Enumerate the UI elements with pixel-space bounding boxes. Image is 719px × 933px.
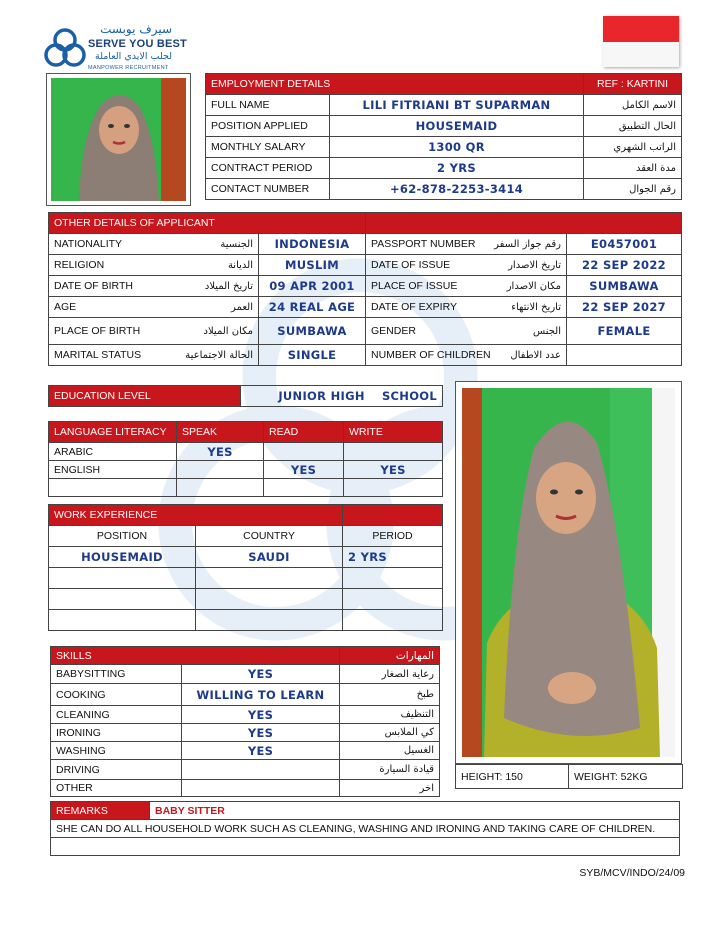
logo-name: SERVE YOU BEST bbox=[88, 38, 187, 50]
skill-label: OTHER bbox=[51, 780, 182, 797]
logo-arabic-tagline: لجلب الايدي العاملة bbox=[94, 51, 172, 62]
speak-value bbox=[177, 461, 264, 479]
logo-icon bbox=[44, 26, 86, 70]
gender-value: FEMALE bbox=[567, 318, 682, 345]
place-of-issue-label: PLACE OF ISSUE bbox=[371, 280, 458, 292]
table-row bbox=[51, 724, 440, 742]
read-header: READ bbox=[264, 422, 344, 443]
contact-label: CONTACT NUMBER bbox=[206, 179, 330, 200]
table-row bbox=[49, 479, 443, 497]
table-row bbox=[49, 255, 682, 276]
place-of-issue-arabic: مكان الاصدار bbox=[506, 280, 561, 292]
salary-label: MONTHLY SALARY bbox=[206, 137, 330, 158]
table-row bbox=[49, 345, 682, 366]
passport-label: PASSPORT NUMBER bbox=[371, 238, 476, 250]
language-name: ENGLISH bbox=[49, 461, 177, 479]
age-label: AGE bbox=[54, 301, 77, 313]
date-of-issue-arabic: تاريخ الاصدار bbox=[508, 259, 561, 271]
position-arabic: الحال التطبيق bbox=[584, 116, 682, 137]
logo-arabic-name: سيرف يوبست bbox=[100, 22, 172, 36]
children-label: NUMBER OF CHILDREN bbox=[371, 349, 491, 361]
nationality-arabic: الجنسية bbox=[220, 238, 253, 250]
skill-value: YES bbox=[182, 742, 340, 760]
table-row bbox=[51, 706, 440, 724]
gender-label: GENDER bbox=[371, 325, 416, 337]
employment-header: EMPLOYMENT DETAILS bbox=[206, 74, 584, 95]
marital-status-value: SINGLE bbox=[259, 345, 366, 366]
table-row bbox=[51, 665, 440, 684]
date-of-expiry-value: 22 SEP 2027 bbox=[567, 297, 682, 318]
date-of-issue-label: DATE OF ISSUE bbox=[371, 259, 451, 271]
position-value: HOUSEMAID bbox=[330, 116, 584, 137]
skill-arabic: اخر bbox=[340, 780, 440, 797]
table-row bbox=[206, 158, 682, 179]
skill-arabic: التنظيف bbox=[340, 706, 440, 724]
gender-arabic: الجنس bbox=[532, 325, 561, 337]
period-column: PERIOD bbox=[343, 526, 443, 547]
contract-label: CONTRACT PERIOD bbox=[206, 158, 330, 179]
table-row bbox=[51, 760, 440, 780]
dob-label: DATE OF BIRTH bbox=[54, 280, 133, 292]
religion-value: MUSLIM bbox=[259, 255, 366, 276]
skill-arabic: كي الملابس bbox=[340, 724, 440, 742]
read-value bbox=[264, 479, 344, 497]
write-value bbox=[344, 443, 443, 461]
table-row bbox=[49, 276, 682, 297]
skills-header: SKILLS bbox=[51, 647, 340, 665]
skill-arabic: الغسيل bbox=[340, 742, 440, 760]
skill-label: WASHING bbox=[51, 742, 182, 760]
table-row bbox=[206, 116, 682, 137]
write-header: WRITE bbox=[344, 422, 443, 443]
position-column: POSITION bbox=[49, 526, 196, 547]
children-arabic: عدد الاطفال bbox=[510, 349, 561, 361]
contract-value: 2 YRS bbox=[330, 158, 584, 179]
skills-table bbox=[50, 646, 440, 797]
skills-header-arabic: المهارات bbox=[340, 647, 440, 665]
date-of-expiry-arabic: تاريخ الانتهاء bbox=[511, 301, 561, 313]
work-period-value: 2 YRS bbox=[343, 547, 443, 568]
table-row bbox=[49, 443, 443, 461]
skill-label: COOKING bbox=[51, 684, 182, 706]
table-row bbox=[206, 95, 682, 116]
full-name-arabic: الاسم الكامل bbox=[584, 95, 682, 116]
skill-label: CLEANING bbox=[51, 706, 182, 724]
skill-value bbox=[182, 760, 340, 780]
speak-value: YES bbox=[177, 443, 264, 461]
write-value bbox=[344, 479, 443, 497]
skill-value: YES bbox=[182, 724, 340, 742]
skill-label: DRIVING bbox=[51, 760, 182, 780]
applicant-photo-small bbox=[46, 73, 191, 206]
passport-arabic: رقم جواز السفر bbox=[494, 238, 561, 250]
speak-header: SPEAK bbox=[177, 422, 264, 443]
language-table bbox=[48, 421, 443, 497]
place-of-issue-value: SUMBAWA bbox=[567, 276, 682, 297]
language-name: ARABIC bbox=[49, 443, 177, 461]
children-value bbox=[567, 345, 682, 366]
dob-arabic: تاريخ الميلاد bbox=[204, 280, 253, 292]
religion-label: RELIGION bbox=[54, 259, 105, 271]
logo-tagline: MANPOWER RECRUITMENT bbox=[88, 65, 169, 71]
table-row bbox=[206, 137, 682, 158]
salary-arabic: الراتب الشهري bbox=[584, 137, 682, 158]
full-name-label: FULL NAME bbox=[206, 95, 330, 116]
skill-arabic: رعاية الصغار bbox=[340, 665, 440, 684]
age-value: 24 REAL AGE bbox=[259, 297, 366, 318]
place-of-birth-arabic: مكان الميلاد bbox=[203, 325, 253, 337]
full-name-value: LILI FITRIANI BT SUPARMAN bbox=[330, 95, 584, 116]
remarks-label: REMARKS bbox=[51, 802, 150, 820]
education-table bbox=[48, 385, 443, 407]
country-column: COUNTRY bbox=[196, 526, 343, 547]
language-header: LANGUAGE LITERACY bbox=[49, 422, 177, 443]
table-row bbox=[49, 234, 682, 255]
indonesia-flag bbox=[603, 16, 679, 67]
contact-value: +62-878-2253-3414 bbox=[330, 179, 584, 200]
table-row bbox=[51, 742, 440, 760]
applicant-photo-large bbox=[455, 381, 682, 764]
nationality-label: NATIONALITY bbox=[54, 238, 123, 250]
education-value: JUNIOR HIGH SCHOOL bbox=[241, 386, 443, 407]
document-reference: SYB/MCV/INDO/24/09 bbox=[579, 867, 685, 879]
language-name bbox=[49, 479, 177, 497]
salary-value: 1300 QR bbox=[330, 137, 584, 158]
contact-arabic: رقم الجوال bbox=[584, 179, 682, 200]
position-label: POSITION APPLIED bbox=[206, 116, 330, 137]
remarks-title: BABY SITTER bbox=[150, 802, 680, 820]
read-value bbox=[264, 443, 344, 461]
nationality-value: INDONESIA bbox=[259, 234, 366, 255]
place-of-birth-value: SUMBAWA bbox=[259, 318, 366, 345]
work-position-value: HOUSEMAID bbox=[49, 547, 196, 568]
remarks-table bbox=[50, 801, 680, 856]
employment-details-table bbox=[205, 73, 682, 200]
read-value: YES bbox=[264, 461, 344, 479]
skill-value bbox=[182, 780, 340, 797]
passport-value: E0457001 bbox=[567, 234, 682, 255]
applicant-portrait-icon bbox=[51, 78, 186, 201]
work-country-value: SAUDI bbox=[196, 547, 343, 568]
speak-value bbox=[177, 479, 264, 497]
date-of-issue-value: 22 SEP 2022 bbox=[567, 255, 682, 276]
table-row bbox=[49, 589, 443, 610]
table-row bbox=[49, 318, 682, 345]
date-of-expiry-label: DATE OF EXPIRY bbox=[371, 301, 457, 313]
dob-value: 09 APR 2001 bbox=[259, 276, 366, 297]
skill-label: BABYSITTING bbox=[51, 665, 182, 684]
applicant-fullbody-icon bbox=[462, 388, 675, 757]
other-details-table bbox=[48, 212, 682, 366]
company-logo bbox=[44, 24, 194, 74]
table-row bbox=[206, 179, 682, 200]
skill-label: IRONING bbox=[51, 724, 182, 742]
table-row bbox=[49, 297, 682, 318]
education-label: EDUCATION LEVEL bbox=[49, 386, 241, 407]
other-details-header: OTHER DETAILS OF APPLICANT bbox=[49, 213, 366, 234]
age-arabic: العمر bbox=[231, 301, 253, 313]
table-row bbox=[51, 684, 440, 706]
table-row bbox=[51, 780, 440, 797]
marital-status-label: MARITAL STATUS bbox=[54, 349, 142, 361]
skill-arabic: طبخ bbox=[340, 684, 440, 706]
work-experience-header: WORK EXPERIENCE bbox=[49, 505, 343, 526]
remarks-text: SHE CAN DO ALL HOUSEHOLD WORK SUCH AS CLEANING, WASHING AND IRONING AND TAKING CARE OF CHILDREN. bbox=[51, 820, 680, 838]
marital-status-arabic: الحالة الاجتماعية bbox=[185, 349, 253, 361]
table-row bbox=[49, 568, 443, 589]
table-row bbox=[49, 461, 443, 479]
skill-arabic: قيادة السيارة bbox=[340, 760, 440, 780]
skill-value: YES bbox=[182, 665, 340, 684]
skill-value: WILLING TO LEARN bbox=[182, 684, 340, 706]
skill-value: YES bbox=[182, 706, 340, 724]
table-row bbox=[49, 610, 443, 631]
religion-arabic: الديانة bbox=[227, 259, 253, 271]
work-experience-table bbox=[48, 504, 443, 631]
table-row bbox=[49, 547, 443, 568]
height-value: HEIGHT: 150 bbox=[456, 765, 569, 789]
place-of-birth-label: PLACE OF BIRTH bbox=[54, 325, 141, 337]
measurements-table bbox=[455, 764, 683, 789]
contract-arabic: مدة العقد bbox=[584, 158, 682, 179]
weight-value: WEIGHT: 52KG bbox=[569, 765, 683, 789]
write-value: YES bbox=[344, 461, 443, 479]
ref-label: REF : KARTINI bbox=[584, 74, 682, 95]
